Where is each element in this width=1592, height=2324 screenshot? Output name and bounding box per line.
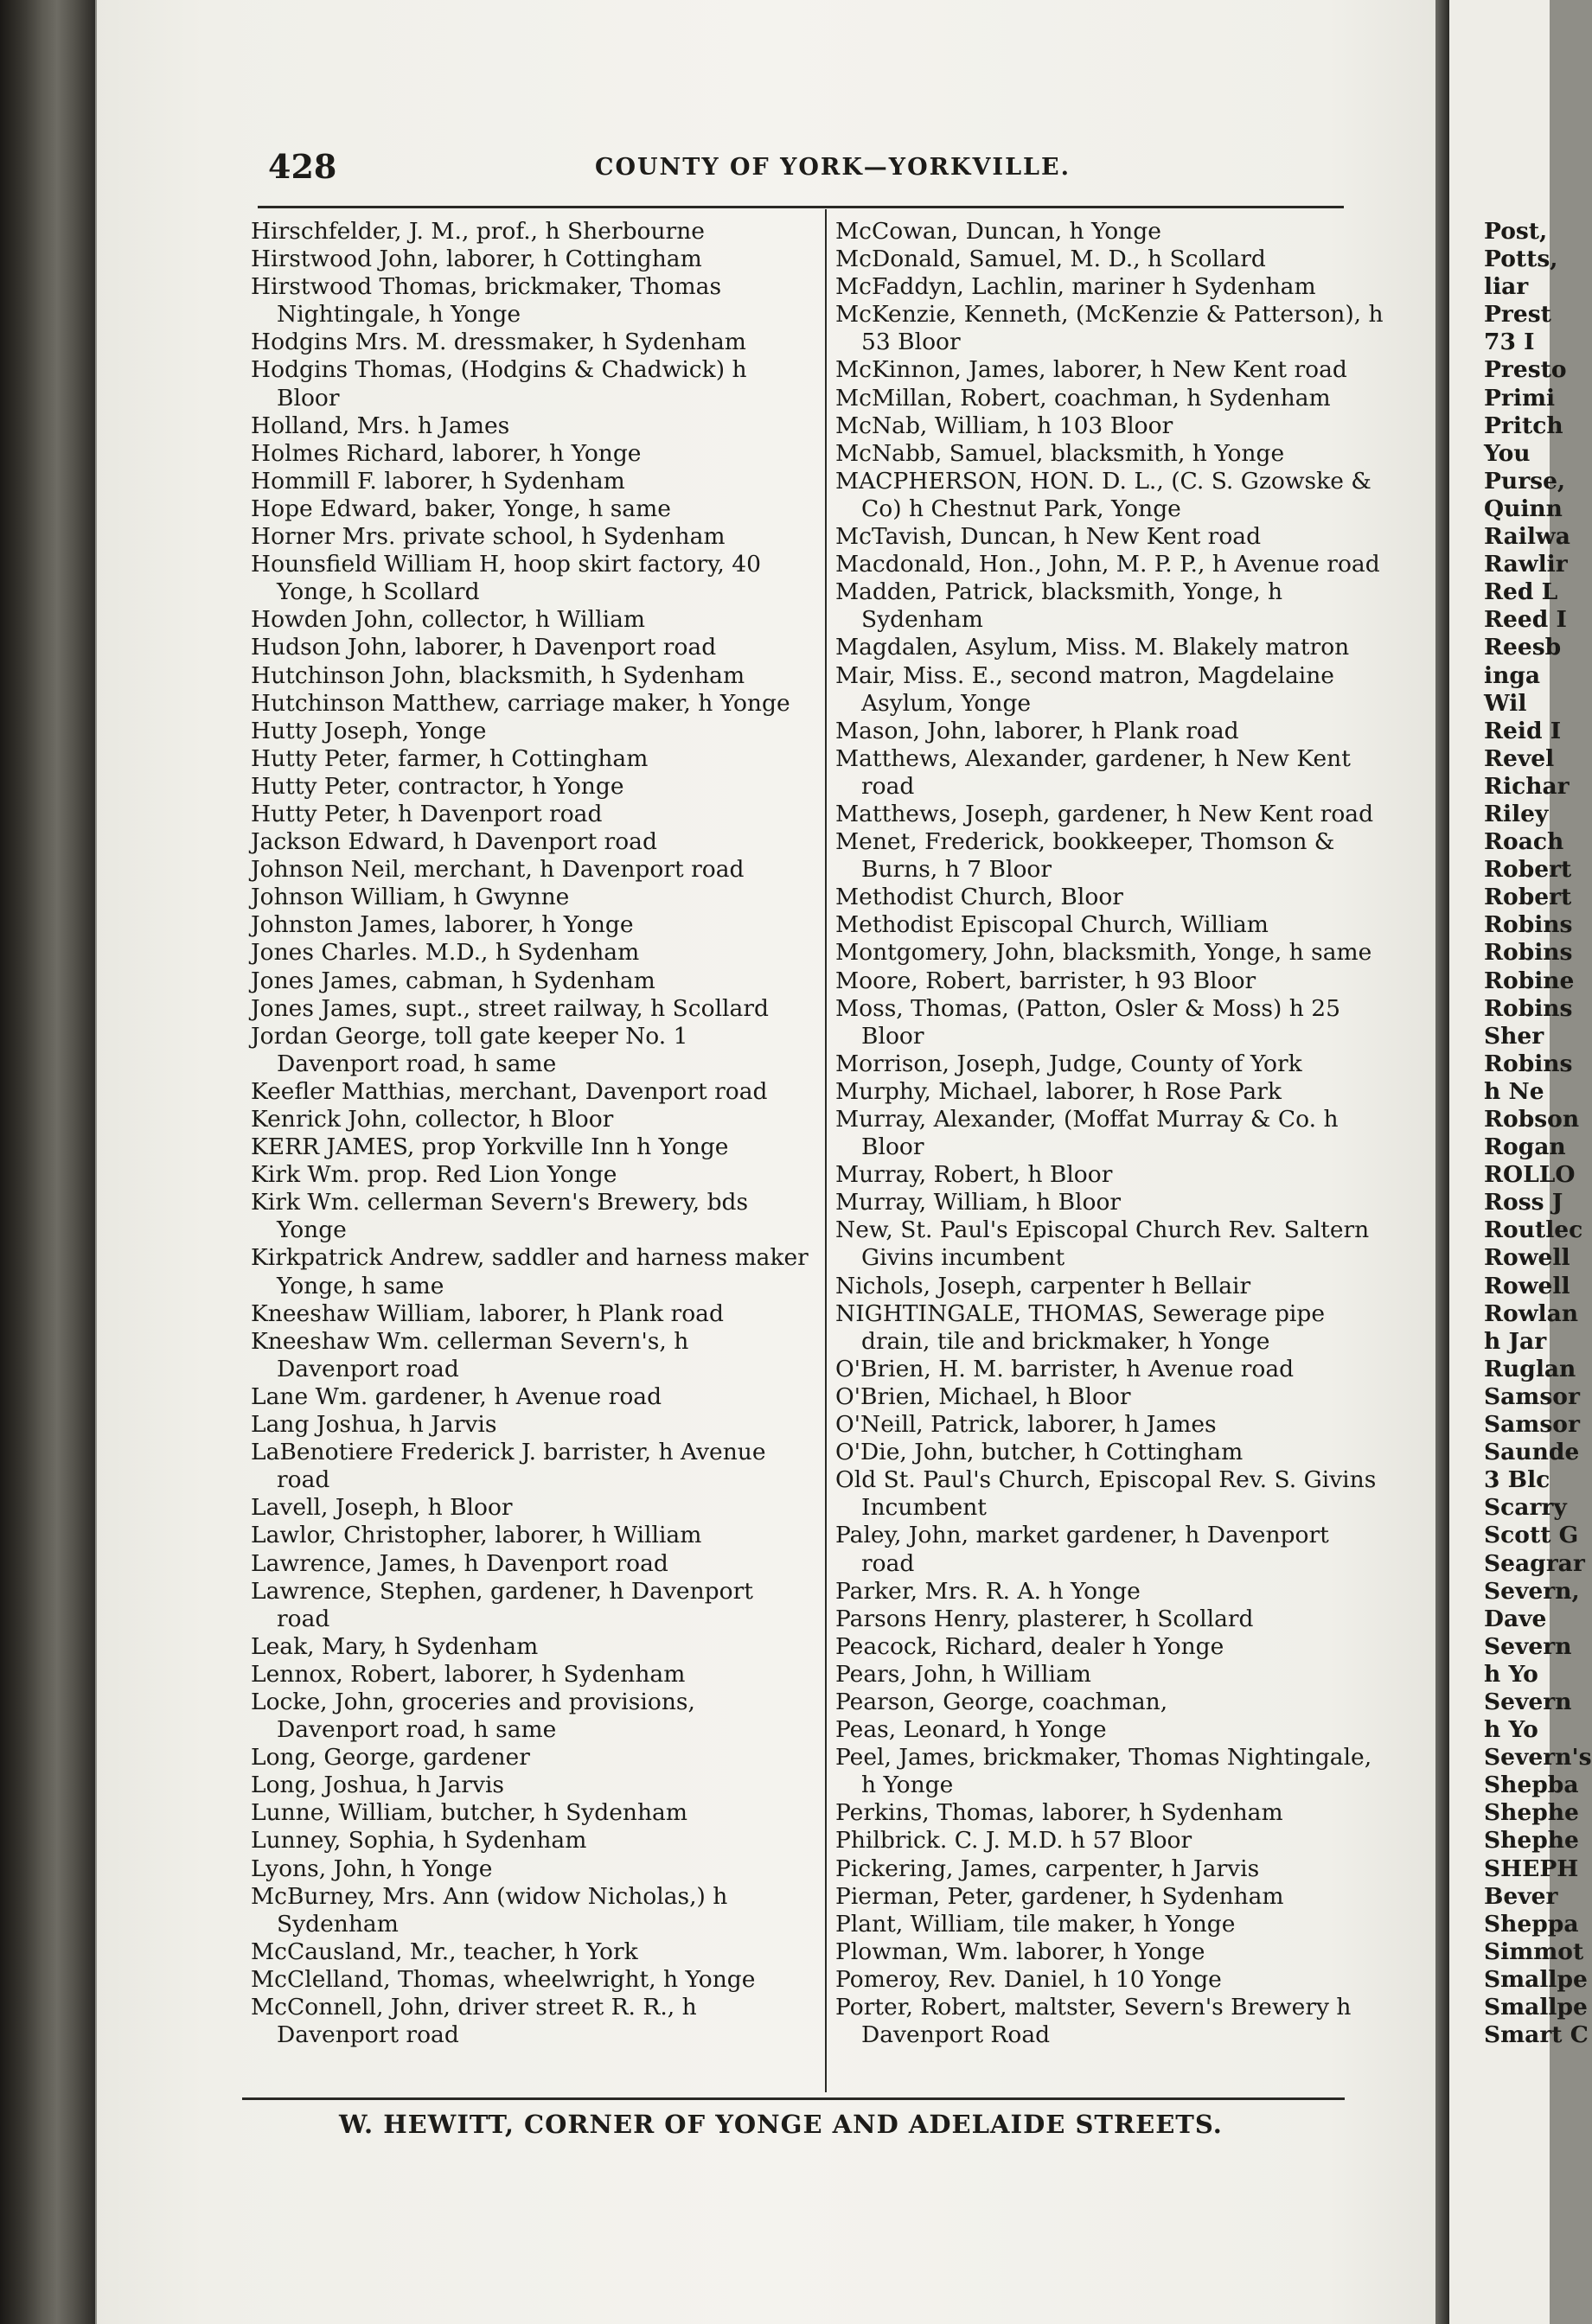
fragment-entry: Robins: [1484, 1050, 1573, 1077]
fragment-entry: h Yo: [1484, 1660, 1538, 1688]
directory-entry: McTavish, Duncan, h New Kent road: [835, 523, 1262, 551]
fragment-entry: Shepba: [1484, 1772, 1579, 1799]
directory-entry: MACPHERSON, HON. D. L., (C. S. Gzowske & Co) h Chestnut Park, Yonge: [835, 467, 1371, 522]
fragment-entry: Revel: [1484, 744, 1555, 772]
fragment-entry: Richar: [1484, 772, 1570, 800]
directory-entry: Murray, Robert, h Bloor: [835, 1161, 1113, 1189]
directory-entry: Holland, Mrs. h James: [251, 412, 510, 439]
fragment-entry: Severn: [1484, 1688, 1572, 1715]
fragment-entry: Primi: [1484, 384, 1556, 412]
directory-entry: Hutchinson Matthew, carriage maker, h Yonge: [251, 689, 790, 717]
footer-rule: [242, 2097, 1345, 2100]
fragment-entry: Pritch: [1484, 412, 1563, 439]
directory-entry: Pears, John, h William: [835, 1660, 1091, 1688]
fragment-entry: Rogan: [1484, 1133, 1566, 1161]
directory-entry: Murray, Alexander, (Moffat Murray & Co. h Bloor: [835, 1106, 1339, 1161]
directory-entry: Long, Joshua, h Jarvis: [251, 1772, 505, 1799]
directory-entry: Lawrence, Stephen, gardener, h Davenport road: [251, 1577, 753, 1632]
fragment-entry: Rawlir: [1484, 551, 1568, 578]
fragment-entry: Routlec: [1484, 1216, 1583, 1244]
fragment-entry: Red L: [1484, 578, 1558, 606]
fragment-entry: Shephe: [1484, 1799, 1579, 1827]
directory-entry: New, St. Paul's Episcopal Church Rev. Saltern Givins incumbent: [835, 1216, 1370, 1272]
directory-entry: Menet, Frederick, bookkeeper, Thomson & Burns, h 7 Bloor: [835, 828, 1335, 884]
directory-entry: Lane Wm. gardener, h Avenue road: [251, 1382, 662, 1410]
fragment-entry: Potts,: [1484, 246, 1558, 273]
directory-entry: Holmes Richard, laborer, h Yonge: [251, 439, 642, 467]
fragment-entry: Wil: [1484, 689, 1527, 717]
header-rule: [258, 206, 1344, 208]
fragment-entry: Robins: [1484, 994, 1573, 1022]
directory-entry: McNab, William, h 103 Bloor: [835, 412, 1173, 439]
directory-entry: O'Brien, H. M. barrister, h Avenue road: [835, 1355, 1295, 1382]
directory-entry: Kenrick John, collector, h Bloor: [251, 1106, 614, 1133]
directory-entry: Porter, Robert, maltster, Severn's Brewery h Davenport Road: [835, 1994, 1352, 2049]
fragment-entry: Smallpe: [1484, 1994, 1588, 2021]
directory-entry: McConnell, John, driver street R. R., h Davenport road: [251, 1994, 697, 2049]
fragment-entry: Rowell: [1484, 1244, 1570, 1272]
column-divider: [825, 209, 827, 2092]
fragment-entry: Scarry: [1484, 1494, 1567, 1522]
fragment-entry: liar: [1484, 273, 1529, 301]
fragment-entry: ROLLO: [1484, 1161, 1576, 1189]
directory-entry: Lavell, Joseph, h Bloor: [251, 1494, 513, 1522]
fragment-entry: h Yo: [1484, 1716, 1538, 1744]
directory-entry: Hutty Peter, h Davenport road: [251, 800, 603, 827]
fragment-entry: Seagrar: [1484, 1549, 1585, 1577]
directory-entry: Jones James, supt., street railway, h Scollard: [251, 994, 769, 1022]
directory-entry: Lennox, Robert, laborer, h Sydenham: [251, 1660, 686, 1688]
fragment-entry: Saunde: [1484, 1439, 1580, 1466]
fragment-entry: Dave: [1484, 1605, 1547, 1632]
book-binding: [0, 0, 95, 2324]
fragment-entry: h Ne: [1484, 1077, 1544, 1105]
directory-entry: Jordan George, toll gate keeper No. 1 Davenport road, h same: [251, 1022, 688, 1077]
directory-entry: McKinnon, James, laborer, h New Kent road: [835, 356, 1347, 384]
directory-entry: Magdalen, Asylum, Miss. M. Blakely matron: [835, 634, 1350, 661]
directory-entry: Pierman, Peter, gardener, h Sydenham: [835, 1882, 1284, 1910]
fragment-entry: 3 Blc: [1484, 1466, 1550, 1494]
fragment-entry: Quinn: [1484, 495, 1563, 522]
directory-entry: Methodist Episcopal Church, William: [835, 911, 1269, 939]
directory-entry: Madden, Patrick, blacksmith, Yonge, h Sydenham: [835, 578, 1283, 634]
fragment-entry: Reed I: [1484, 606, 1567, 634]
directory-entry: Plant, William, tile maker, h Yonge: [835, 1910, 1236, 1938]
fragment-entry: Robert: [1484, 856, 1572, 884]
directory-entry: Hutty Peter, contractor, h Yonge: [251, 772, 624, 800]
fragment-entry: inga: [1484, 661, 1541, 689]
directory-entry: Plowman, Wm. laborer, h Yonge: [835, 1938, 1205, 1965]
right-column-entries: [835, 218, 1389, 2049]
directory-entry: Lang Joshua, h Jarvis: [251, 1411, 497, 1439]
directory-entry: Methodist Church, Bloor: [835, 884, 1123, 911]
directory-entry: Jones James, cabman, h Sydenham: [251, 967, 655, 994]
directory-entry: Lyons, John, h Yonge: [251, 1855, 493, 1882]
directory-entry: Perkins, Thomas, laborer, h Sydenham: [835, 1799, 1283, 1827]
directory-entry: Hutchinson John, blacksmith, h Sydenham: [251, 661, 745, 689]
directory-entry: Jackson Edward, h Davenport road: [251, 828, 657, 856]
directory-entry: Matthews, Alexander, gardener, h New Kent road: [835, 744, 1351, 800]
fragment-entry: Ruglan: [1484, 1355, 1576, 1382]
fragment-entry: Severn,: [1484, 1577, 1580, 1605]
directory-entry: O'Die, John, butcher, h Cottingham: [835, 1439, 1244, 1466]
directory-entry: Philbrick. C. J. M.D. h 57 Bloor: [835, 1827, 1192, 1855]
page-number: 428: [268, 147, 337, 186]
directory-entry: KERR JAMES, prop Yorkville Inn h Yonge: [251, 1133, 729, 1161]
fragment-entry: Scott G: [1484, 1522, 1579, 1549]
fragment-entry: Purse,: [1484, 467, 1566, 495]
directory-entry: McCowan, Duncan, h Yonge: [835, 218, 1161, 245]
directory-entry: Hodgins Thomas, (Hodgins & Chadwick) h Bloor: [251, 356, 747, 412]
fragment-entry: Sher: [1484, 1022, 1544, 1050]
directory-entry: Hommill F. laborer, h Sydenham: [251, 467, 625, 495]
adjacent-page-fragments: [1484, 218, 1592, 2049]
directory-entry: Peel, James, brickmaker, Thomas Nightingale, h Yonge: [835, 1744, 1372, 1799]
fragment-entry: Presto: [1484, 356, 1567, 384]
directory-entry: Johnson Neil, merchant, h Davenport road: [251, 856, 745, 884]
fragment-entry: 73 I: [1484, 329, 1535, 356]
fragment-entry: h Jar: [1484, 1327, 1547, 1355]
fragment-entry: Rowell: [1484, 1272, 1570, 1299]
directory-entry: Hope Edward, baker, Yonge, h same: [251, 495, 671, 522]
directory-entry: Lunney, Sophia, h Sydenham: [251, 1827, 587, 1855]
directory-entry: Hutty Peter, farmer, h Cottingham: [251, 744, 649, 772]
directory-entry: Jones Charles. M.D., h Sydenham: [251, 939, 640, 967]
fragment-entry: Bever: [1484, 1882, 1558, 1910]
fragment-entry: Smallpe: [1484, 1965, 1588, 1993]
directory-entry: Peacock, Richard, dealer h Yonge: [835, 1632, 1224, 1660]
fragment-entry: Robins: [1484, 911, 1573, 939]
fragment-entry: Ross J: [1484, 1189, 1563, 1216]
directory-entry: Macdonald, Hon., John, M. P. P., h Avenue road: [835, 551, 1380, 578]
fragment-entry: SHEPH: [1484, 1855, 1579, 1882]
directory-entry: Montgomery, John, blacksmith, Yonge, h same: [835, 939, 1372, 967]
directory-entry: Horner Mrs. private school, h Sydenham: [251, 523, 726, 551]
directory-entry: Moore, Robert, barrister, h 93 Bloor: [835, 967, 1256, 994]
directory-entry: McClelland, Thomas, wheelwright, h Yonge: [251, 1965, 756, 1993]
directory-entry: Nichols, Joseph, carpenter h Bellair: [835, 1272, 1251, 1299]
directory-entry: Lawlor, Christopher, laborer, h William: [251, 1522, 702, 1549]
directory-entry: Hirschfelder, J. M., prof., h Sherbourne: [251, 218, 705, 245]
fragment-entry: Roach: [1484, 828, 1564, 856]
directory-entry: LaBenotiere Frederick J. barrister, h Avenue road: [251, 1439, 766, 1494]
page-gutter: [1435, 0, 1449, 2324]
directory-entry: McCausland, Mr., teacher, h York: [251, 1938, 638, 1965]
fragment-entry: Robson: [1484, 1106, 1580, 1133]
directory-entry: McBurney, Mrs. Ann (widow Nicholas,) h Sydenham: [251, 1882, 728, 1938]
fragment-entry: Severn: [1484, 1632, 1572, 1660]
directory-entry: Hutty Joseph, Yonge: [251, 717, 487, 744]
directory-entry: Leak, Mary, h Sydenham: [251, 1632, 539, 1660]
directory-entry: Pomeroy, Rev. Daniel, h 10 Yonge: [835, 1965, 1222, 1993]
directory-entry: Kirk Wm. prop. Red Lion Yonge: [251, 1161, 617, 1189]
fragment-entry: You: [1484, 439, 1531, 467]
directory-entry: O'Neill, Patrick, laborer, h James: [835, 1411, 1217, 1439]
directory-entry: Kirkpatrick Andrew, saddler and harness maker Yonge, h same: [251, 1244, 809, 1299]
fragment-entry: Robine: [1484, 967, 1575, 994]
fragment-entry: Simmot: [1484, 1938, 1584, 1965]
directory-entry: Mair, Miss. E., second matron, Magdelaine Asylum, Yonge: [835, 661, 1334, 717]
fragment-entry: Shephe: [1484, 1827, 1579, 1855]
fragment-entry: Samsor: [1484, 1382, 1580, 1410]
directory-entry: Matthews, Joseph, gardener, h New Kent road: [835, 800, 1374, 827]
running-title: COUNTY OF YORK—YORKVILLE.: [595, 154, 1071, 181]
directory-entry: Johnson William, h Gwynne: [251, 884, 570, 911]
fragment-entry: Riley: [1484, 800, 1549, 827]
directory-entry: Murray, William, h Bloor: [835, 1189, 1122, 1216]
fragment-entry: Reesb: [1484, 634, 1562, 661]
fragment-entry: Rowlan: [1484, 1299, 1579, 1327]
directory-entry: McKenzie, Kenneth, (McKenzie & Patterson), h 53 Bloor: [835, 301, 1384, 356]
directory-entry: Hirstwood John, laborer, h Cottingham: [251, 246, 702, 273]
directory-entry: O'Brien, Michael, h Bloor: [835, 1382, 1131, 1410]
footer-advertisement: W. HEWITT, CORNER OF YONGE AND ADELAIDE STREETS.: [339, 2110, 1223, 2139]
left-column-entries: [251, 218, 813, 2049]
directory-entry: NIGHTINGALE, THOMAS, Sewerage pipe drain, tile and brickmaker, h Yonge: [835, 1299, 1326, 1355]
directory-entry: Keefler Matthias, merchant, Davenport road: [251, 1077, 768, 1105]
directory-entry: Lunne, William, butcher, h Sydenham: [251, 1799, 687, 1827]
directory-entry: Pickering, James, carpenter, h Jarvis: [835, 1855, 1260, 1882]
directory-entry: Morrison, Joseph, Judge, County of York: [835, 1050, 1302, 1077]
directory-entry: Parker, Mrs. R. A. h Yonge: [835, 1577, 1141, 1605]
directory-entry: Peas, Leonard, h Yonge: [835, 1716, 1107, 1744]
fragment-entry: Robert: [1484, 884, 1572, 911]
directory-entry: McDonald, Samuel, M. D., h Scollard: [835, 246, 1266, 273]
directory-entry: Parsons Henry, plasterer, h Scollard: [835, 1605, 1254, 1632]
fragment-entry: Post,: [1484, 218, 1548, 245]
directory-entry: Hounsfield William H, hoop skirt factory, 40 Yonge, h Scollard: [251, 551, 761, 606]
directory-entry: Old St. Paul's Church, Episcopal Rev. S. Givins Incumbent: [835, 1466, 1377, 1522]
directory-entry: Murphy, Michael, laborer, h Rose Park: [835, 1077, 1282, 1105]
fragment-entry: Reid I: [1484, 717, 1562, 744]
directory-entry: McFaddyn, Lachlin, mariner h Sydenham: [835, 273, 1316, 301]
directory-entry: Mason, John, laborer, h Plank road: [835, 717, 1239, 744]
fragment-entry: Prest: [1484, 301, 1551, 329]
directory-entry: Howden John, collector, h William: [251, 606, 646, 634]
fragment-entry: Samsor: [1484, 1411, 1580, 1439]
directory-entry: Lawrence, James, h Davenport road: [251, 1549, 668, 1577]
fragment-entry: Smart C: [1484, 2021, 1589, 2049]
directory-entry: McMillan, Robert, coachman, h Sydenham: [835, 384, 1331, 412]
fragment-entry: Robins: [1484, 939, 1573, 967]
directory-entry: Hudson John, laborer, h Davenport road: [251, 634, 717, 661]
directory-entry: Hodgins Mrs. M. dressmaker, h Sydenham: [251, 329, 746, 356]
directory-entry: Paley, John, market gardener, h Davenport road: [835, 1522, 1329, 1577]
directory-entry: McNabb, Samuel, blacksmith, h Yonge: [835, 439, 1285, 467]
fragment-entry: Railwa: [1484, 523, 1570, 551]
directory-entry: Long, George, gardener: [251, 1744, 530, 1772]
directory-entry: Locke, John, groceries and provisions, Davenport road, h same: [251, 1688, 695, 1744]
directory-entry: Johnston James, laborer, h Yonge: [251, 911, 634, 939]
directory-entry: Kneeshaw William, laborer, h Plank road: [251, 1299, 724, 1327]
directory-entry: Hirstwood Thomas, brickmaker, Thomas Nightingale, h Yonge: [251, 273, 722, 329]
fragment-entry: Sheppa: [1484, 1910, 1579, 1938]
directory-entry: Pearson, George, coachman,: [835, 1688, 1168, 1715]
fragment-entry: Severn's: [1484, 1744, 1592, 1772]
directory-entry: Kneeshaw Wm. cellerman Severn's, h Davenport road: [251, 1327, 689, 1382]
directory-entry: Kirk Wm. cellerman Severn's Brewery, bds Yonge: [251, 1189, 749, 1244]
directory-entry: Moss, Thomas, (Patton, Osler & Moss) h 25 Bloor: [835, 994, 1340, 1050]
